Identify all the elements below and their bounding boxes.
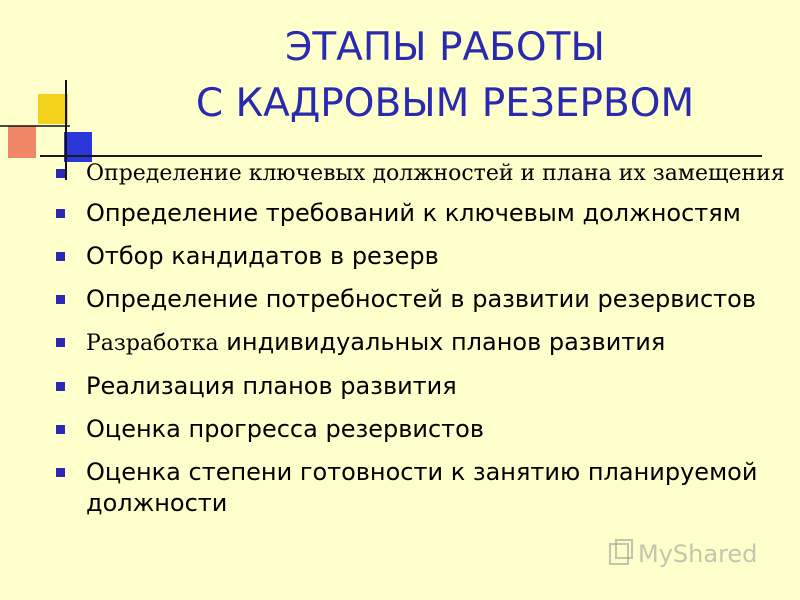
list-item xyxy=(56,371,786,402)
title-line-2: С КАДРОВЫМ РЕЗЕРВОМ xyxy=(195,81,695,126)
list-item-text-serif: Разработка xyxy=(86,331,219,356)
list-item xyxy=(56,241,786,272)
title-divider xyxy=(42,155,762,157)
list-item xyxy=(56,158,786,190)
list-item-text: индивидуальных планов развития xyxy=(218,328,666,356)
list-item xyxy=(56,457,786,519)
list-item-text: Определение требований к ключевым должностям xyxy=(86,199,741,227)
bullet-square-icon xyxy=(56,252,65,261)
bullet-square-icon xyxy=(56,209,65,218)
list-item xyxy=(56,284,786,315)
slide-title xyxy=(100,20,790,132)
bullet-square-icon xyxy=(56,338,65,347)
bullet-square-icon xyxy=(56,425,65,434)
list-item-text: Определение ключевых должностей и плана их замещения xyxy=(86,161,785,186)
list-item xyxy=(56,327,786,359)
title-line-1: ЭТАПЫ РАБОТЫ xyxy=(285,25,605,70)
list-item-text: Определение потребностей в развитии резервистов xyxy=(86,285,756,313)
list-item-text: Оценка прогресса резервистов xyxy=(86,415,484,443)
bullet-square-icon xyxy=(56,382,65,391)
watermark-logo-icon xyxy=(608,538,634,568)
bullet-list xyxy=(56,158,786,531)
watermark-text: MyShared xyxy=(638,540,758,568)
list-item-text: Реализация планов развития xyxy=(86,372,457,400)
bullet-square-icon xyxy=(56,468,65,477)
list-item xyxy=(56,198,786,229)
bullet-square-icon xyxy=(56,169,65,178)
list-item xyxy=(56,414,786,445)
list-item-text: Оценка степени готовности к занятию планируемой должности xyxy=(86,458,758,517)
list-item-text: Отбор кандидатов в резерв xyxy=(86,242,439,270)
bullet-square-icon xyxy=(56,295,65,304)
watermark xyxy=(608,538,757,568)
